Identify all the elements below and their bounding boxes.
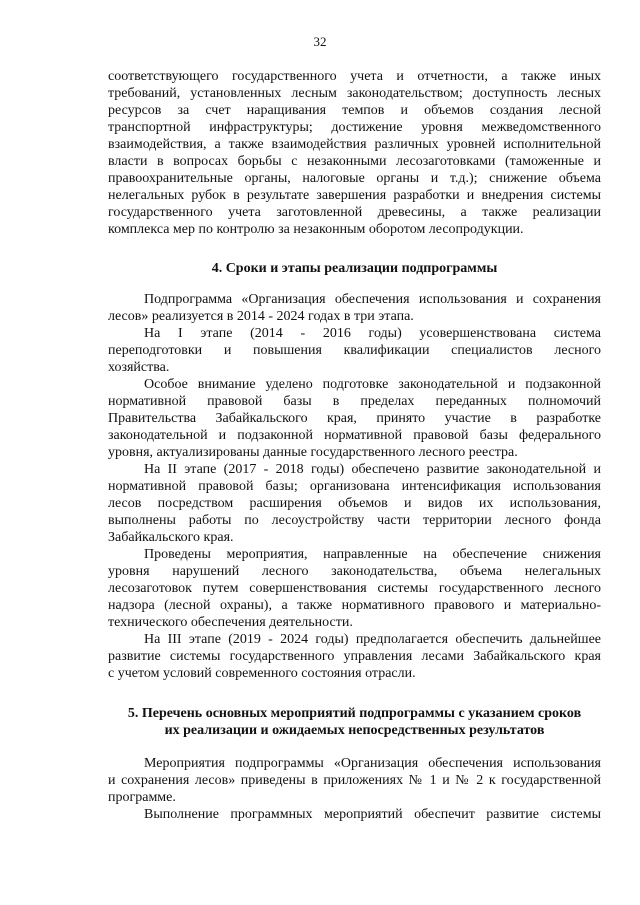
page-number: 32: [313, 34, 327, 49]
text-line: хозяйства.: [108, 360, 170, 375]
text-line: правоохранительные органы, налоговые органы и т.д.); снижение объема: [108, 171, 601, 186]
text-line: с учетом условий современного состояния отрасли.: [108, 666, 416, 681]
text-line: ресурсов за счет наращивания темпов и объемов создания лесной: [108, 103, 601, 118]
text-line: нелегальных рубок в результате завершения разработки и внедрения системы: [108, 188, 601, 203]
text-line: нормативной правовой базы; организована интенсификация использования: [108, 479, 601, 494]
text-line: Проведены мероприятия, направленные на обеспечение снижения: [144, 547, 601, 562]
text-line: уровня, актуализированы данные государственного лесного реестра.: [108, 445, 518, 460]
text-line: На III этапе (2019 - 2024 годы) предполагается обеспечить дальнейшее: [144, 632, 601, 647]
text-line: уровня нарушений лесного законодательства, объема нелегальных: [108, 564, 601, 579]
text-line: законодательной и подзаконной нормативной правовой базы федерального: [108, 428, 601, 443]
text-line: Выполнение программных мероприятий обеспечит развитие системы: [144, 807, 601, 822]
text-line: взаимодействия, а также взаимодействия различных уровней исполнительной: [108, 137, 601, 152]
text-line: выполнены работы по лесоустройству части территории лесного фонда: [108, 513, 601, 528]
text-line: надзора (лесной охраны), а также нормативного правового и материально-: [108, 598, 601, 613]
text-line: и сохранения лесов» приведены в приложениях № 1 и № 2 к государственной: [108, 773, 601, 788]
section-heading-5-line-1: 5. Перечень основных мероприятий подпрограммы с указанием сроков: [127, 706, 582, 721]
text-line: На I этапе (2014 - 2016 годы) усовершенствована система: [144, 326, 601, 341]
text-line: технического обеспечения деятельности.: [108, 615, 353, 630]
section-heading-5-line-2: их реализации и ожидаемых непосредственных результатов: [164, 723, 545, 738]
text-line: государственного учета заготовленной древесины, а также реализации: [108, 205, 601, 220]
text-line: требований, установленных лесным законодательством; доступность лесных: [108, 86, 601, 101]
text-line: Забайкальского края.: [108, 530, 234, 545]
text-line: соответствующего государственного учета и отчетности, а также иных: [108, 69, 601, 84]
text-line: лесозаготовок путем совершенствования системы государственного лесного: [108, 581, 601, 596]
text-line: лесов посредством расширения объемов и видов их использования,: [108, 496, 601, 511]
text-line: нормативной правовой базы в пределах переданных полномочий: [108, 394, 601, 409]
text-line: программе.: [108, 790, 176, 805]
text-line: развитие системы государственного управления лесами Забайкальского края: [108, 649, 601, 664]
text-line: Особое внимание уделено подготовке законодательной и подзаконной: [144, 377, 601, 392]
text-line: лесов» реализуется в 2014 - 2024 годах в три этапа.: [108, 309, 414, 324]
text-line: комплекса мер по контролю за незаконным оборотом лесопродукции.: [108, 222, 524, 237]
text-line: Правительства Забайкальского края, принято участие в разработке: [108, 411, 601, 426]
text-line: транспортной инфраструктуры; достижение уровня межведомственного: [108, 120, 601, 135]
section-heading-4: 4. Сроки и этапы реализации подпрограммы: [211, 261, 498, 276]
text-line: переподготовки и повышения квалификации специалистов лесного: [108, 343, 601, 358]
text-line: Мероприятия подпрограммы «Организация обеспечения использования: [144, 756, 601, 771]
text-line: На II этапе (2017 - 2018 годы) обеспечено развитие законодательной и: [144, 462, 601, 477]
text-line: власти в вопросах борьбы с незаконными лесозаготовками (таможенные и: [108, 154, 601, 169]
text-line: Подпрограмма «Организация обеспечения использования и сохранения: [144, 292, 601, 307]
